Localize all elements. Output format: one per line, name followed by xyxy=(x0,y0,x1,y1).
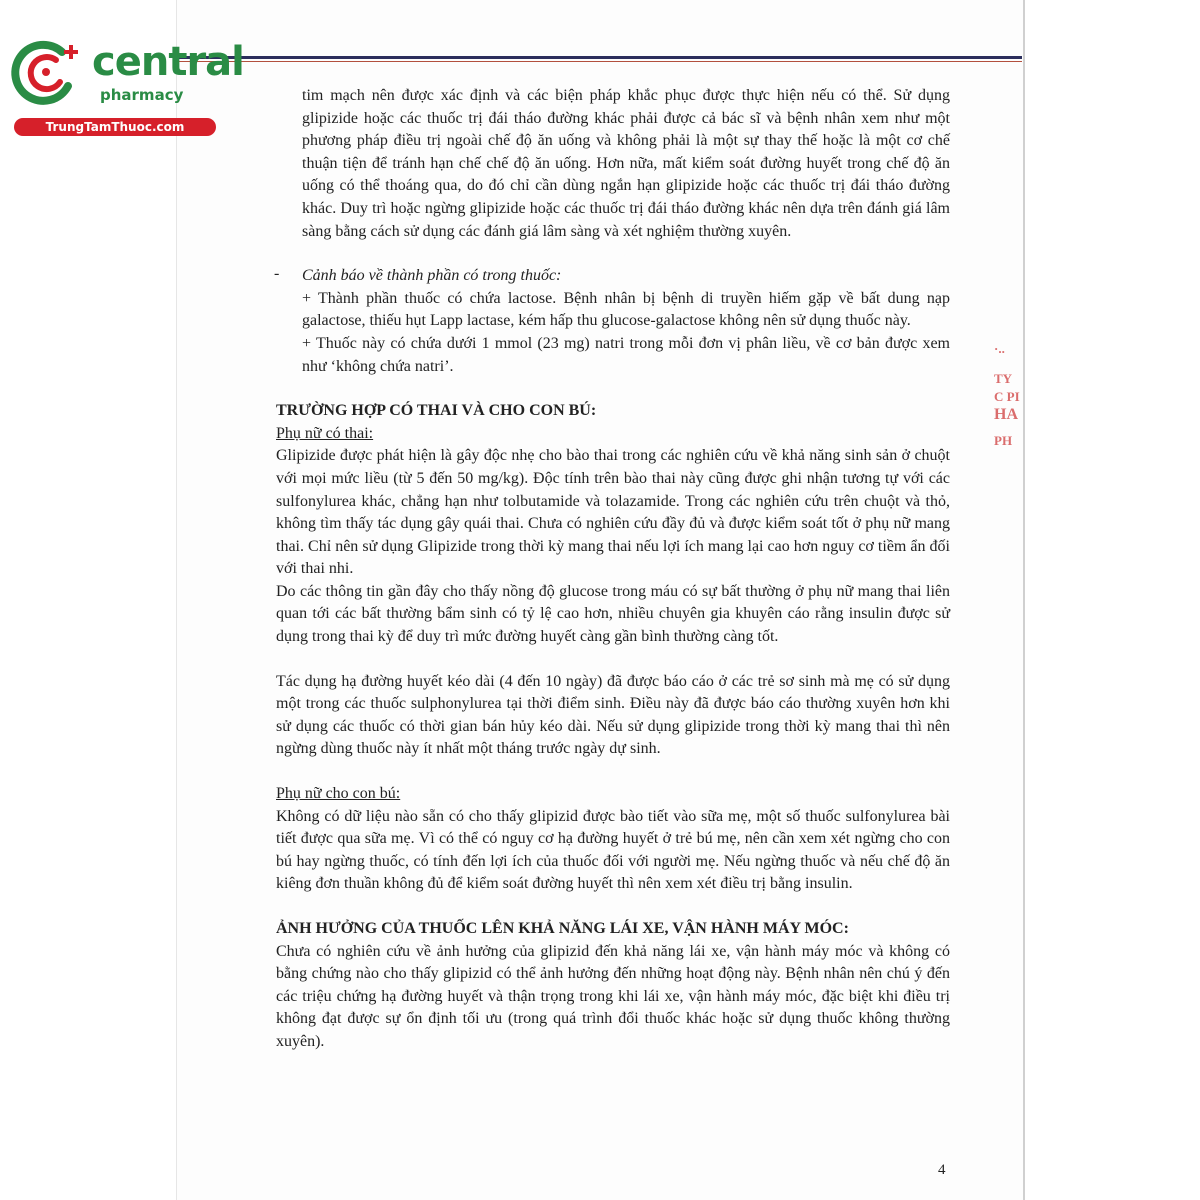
paragraph-pregnancy-1: Glipizide được phát hiện là gây độc nhẹ cho bào thai trong các nghiên cứu về khả năng sinh sản ở chuột với mọi mức liều (từ 5 đến 50 mg/kg). Độc tính trên bào thai này cũng được ghi nhận tương tự với các sulfonylurea khác, chẳng hạn như tolbutamide và tolazamide. Trong các nghiên cứu trên chuột và thỏ, không tìm thấy tác dụng gây quái thai. Chưa có nghiên cứu đầy đủ và được kiểm soát tốt ở phụ nữ mang thai. Chỉ nên sử dụng Glipizide trong thời kỳ mang thai nếu lợi ích mang lại cao hơn nguy cơ tiềm ẩn đối với thai nhi. xyxy=(276,447,950,578)
stamp-line: HA xyxy=(994,406,1018,423)
stamp-fragment xyxy=(994,340,1020,500)
heading-pregnancy: TRƯỜNG HỢP CÓ THAI VÀ CHO CON BÚ: xyxy=(276,402,597,420)
paragraph-pregnancy-2: Do các thông tin gần đây cho thấy nồng độ glucose trong máu có sự bất thường ở phụ nữ mang thai liên quan tới các bất thường bẩm sinh có tỷ lệ cao hơn, nhiều chuyên gia khuyên cáo rằng insulin được sử dụng trong thai kỳ để duy trì mức đường huyết càng gần bình thường càng tốt. xyxy=(276,582,950,646)
central-pharmacy-logo xyxy=(8,38,244,138)
logo-subtitle: pharmacy xyxy=(100,86,184,104)
warning-section xyxy=(276,265,950,378)
stamp-line: ·.. xyxy=(994,341,1005,356)
paragraph-cardio: tim mạch nên được xác định và các biện pháp khắc phục được thực hiện nếu có thể. Sử dụng glipizide hoặc các thuốc trị đái tháo đường khác phải được cả bác sĩ và bệnh nhân xem như một phương pháp điều trị ngoài chế độ ăn uống và không phải là một sự thay thế hoặc là một cơ chế thuận tiện để tránh hạn chế chế độ ăn uống. Hơn nữa, mất kiểm soát đường huyết trong chế độ ăn uống có thể thoáng qua, do đó chỉ cần dùng ngắn hạn glipizide hoặc các thuốc trị đái tháo đường khác. Duy trì hoặc ngừng glipizide hoặc các thuốc trị đái tháo đường khác nên dựa trên đánh giá lâm sàng bằng cách sử dụng các đánh giá lâm sàng và xét nghiệm thường xuyên. xyxy=(302,87,950,240)
warning-lactose: + Thành phần thuốc có chứa lactose. Bệnh nhân bị bệnh di truyền hiếm gặp về bất dung nạp galactose, thiếu hụt Lapp lactase, kém hấp thu glucose-galactose không nên sử dụng thuốc này. xyxy=(302,289,950,330)
header-rule-accent xyxy=(176,61,1022,62)
stamp-line: C PI xyxy=(994,389,1020,404)
warning-sodium: + Thuốc này có chứa dưới 1 mmol (23 mg) natri trong mỗi đơn vị phân liều, về cơ bản được xem như ‘không chứa natri’. xyxy=(302,334,950,375)
warning-title: Cảnh báo về thành phần có trong thuốc: xyxy=(302,267,562,285)
paragraph-pregnancy-3: Tác dụng hạ đường huyết kéo dài (4 đến 10 ngày) đã được báo cáo ở các trẻ sơ sinh mà mẹ có sử dụng một trong các thuốc sulphonylurea tại thời điểm sinh. Điều này đã được báo cáo thường xuyên hơn khi sử dụng các thuốc có thời gian bán hủy kéo dài. Nếu sử dụng glipizide trong thời kỳ mang thai thì nên ngừng dùng thuốc này ít nhất một tháng trước ngày dự sinh. xyxy=(276,672,950,758)
logo-c-cross-icon xyxy=(10,38,82,110)
paragraph-lactation: Không có dữ liệu nào sẵn có cho thấy glipizid được bào tiết vào sữa mẹ, một số thuốc sulfonylurea bài tiết được qua sữa mẹ. Vì có thể có nguy cơ hạ đường huyết ở trẻ bú mẹ, nên cần xem xét ngừng cho con bú hay ngừng thuốc, có tính đến lợi ích của thuốc đối với người mẹ. Nếu ngừng thuốc và nếu chế độ ăn kiêng đơn thuần không đủ để kiểm soát đường huyết thì nên xem xét điều trị bằng insulin. xyxy=(276,807,950,893)
heading-driving: ẢNH HƯỞNG CỦA THUỐC LÊN KHẢ NĂNG LÁI XE, VẬN HÀNH MÁY MÓC: xyxy=(276,920,849,937)
paragraph-driving: Chưa có nghiên cứu về ảnh hưởng của glipizid đến khả năng lái xe, vận hành máy móc và không có bằng chứng nào cho thấy glipizid có thể ảnh hưởng đến những hoạt động này. Bệnh nhân nên chú ý đến các triệu chứng hạ đường huyết và thận trọng trong khi lái xe, vận hành máy móc, đặc biệt khi điều trị không đạt được sự ổn định tối ưu (trong quá trình đổi thuốc khác hoặc sử dụng thuốc không thường xuyên). xyxy=(276,942,950,1050)
logo-site-bar: TrungTamThuoc.com xyxy=(14,118,216,136)
subheading-pregnant: Phụ nữ có thai: xyxy=(276,424,374,442)
list-dash: - xyxy=(274,265,280,283)
stamp-line: PH xyxy=(994,433,1013,448)
page-number: 4 xyxy=(938,1162,946,1178)
logo-brand: central xyxy=(92,39,244,85)
document-body xyxy=(276,85,950,1054)
header-rule xyxy=(176,56,1022,59)
stamp-line: TY xyxy=(994,371,1013,386)
subheading-lactation: Phụ nữ cho con bú: xyxy=(276,785,401,803)
